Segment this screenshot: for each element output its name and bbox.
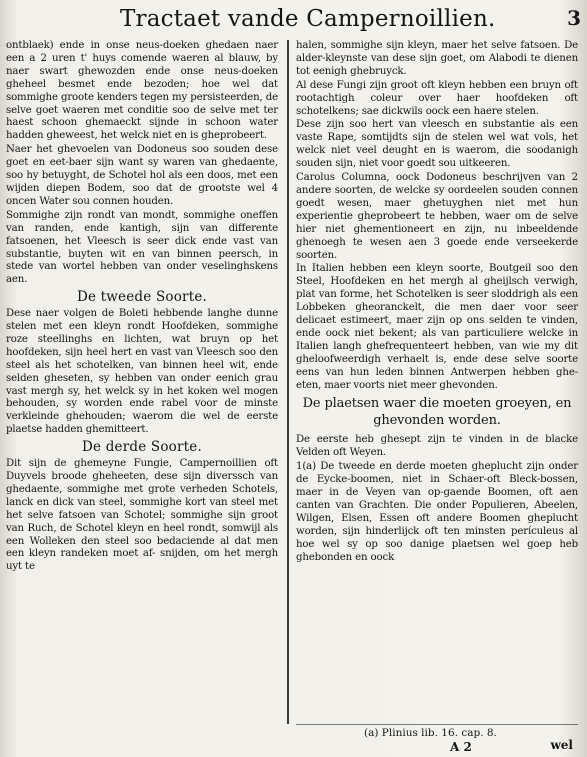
signature-mark: A 2 (450, 740, 472, 754)
section-heading-third-sort: De derde Soorte. (82, 439, 202, 456)
page-title: Tractaet vande Campernoillien. (120, 6, 496, 32)
paragraph: In Italien hebben een kleyn soorte, Boutgeil soo den Steel, Hoofdeken en het mergh al gheijlsch verwigh, plat van forme, het Schotelken is seer sloddrigh als een Lobbeken gheoranckelt, die men daer voor seer delicaet estimeert, maer zijn op ons selden te vinden, ende oock niet bekent; als van particuliere welcke in Italien langh ghefrequenteert hebben, van wie my dit gheloofweerdigh verhaelt is, ende dese selve soorte eens van hun leden binnen Antwerpen hebben ghe-eten, maer voorts niet meer ghevonden. (296, 263, 578, 391)
footnote-rule (296, 724, 578, 725)
paragraph: Carolus Columna, oock Dodoneus beschrijven van 2 andere soorten, de welcke sy oordeelen souden connen goedt wesen, maer ghetuyghen niet met hun experientie gheprobeert te hebben, waer om de selve hier niet ghementioneert en zijn, nu inbeeldende ghenoegh te wesen aen 3 goede ende verseekerde soorten. (296, 172, 578, 261)
column-divider (287, 40, 289, 724)
running-head (0, 2, 587, 36)
paragraph: De eerste heb ghesept zijn te vinden in de blacke Velden oft Weyen. (296, 434, 578, 459)
section-heading-places: De plaetsen waer die moeten groeyen, en ghevonden worden. (302, 396, 572, 429)
paragraph: ontblaek) ende in onse neus-doeken ghedaen naer een a 2 uren t' huys comende waeren al blauw, by naer swart ghewozden ende onse neus-doeken gheheel besmet ende bezoden; hoe wel dat sommighe groote kenders tegen my persisteerden, de selve goet waeren met conditie soo de selve met ter haest schoon ghemaeckt sijnde in schoon water hadden gheweest, het welck niet en is gheprobeert. (6, 40, 278, 142)
paragraph: Dit sijn de ghemeyne Fungie, Campernoillien oft Duyvels broode gheheeten, dese sijn diverssch van ghedaente, sommighe met grote verheden Schotels, lanck en dick van steel, sommighe kort van steel met het selve fatsoen van Schotel; sommighe sijn groot van Ruch, de Schotel kleyn en heel rondt, somwijl als een Wolleken den steel soo bedaciende al dat men een kleyn randeken moet af- snijden, om het mergh uyt te (6, 458, 278, 573)
page-number: 3 (567, 6, 581, 30)
paragraph: halen, sommighe sijn kleyn, maer het selve fatsoen. De alder-kleynste van dese sijn goet, om Alabodi te dienen tot eenigh ghebruyck. (296, 40, 578, 77)
paragraph: 1(a) De tweede en derde moeten gheplucht zijn onder de Eycke-boomen, niet in Schaer-oft Bleck-bossen, maer in de Veyen van op-gaende Boomen, oft aen canten van Grachten. Die onder Populieren, Abeelen, Wilgen, Elsen, Essen oft andere Boomen gheplucht worden, sijn hinderlijck oft ten minsten perículeus al hoe wel sy op soo danige plaetsen wel goep heb ghebonden en oock (296, 461, 578, 563)
right-column (296, 40, 578, 566)
paragraph: Naer het ghevoelen van Dodoneus soo souden dese goet en eet-baer sijn want sy waren van ghedaente, soo hy betuyght, de Schotel hol als een doos, met een wijden diepen Bodem, soo dat de grootste wel 4 oncen Water sou connen houden. (6, 144, 278, 207)
paragraph: Sommighe zijn rondt van mondt, sommighe oneffen van randen, ende kantigh, sijn van differente fatsoenen, het Vleesch is seer dick ende vast van substantie, buyten wit en van binnen peersch, in stede van wortel hebben van onder veselinghskens aen. (6, 209, 278, 286)
paragraph: Dese naer volgen de Boleti hebbende langhe dunne stelen met een kleyn rondt Hoofdeken, sommighe roze steellinghs en lichten, wat bruyn op het hoofdeken, sijn heel hert en vast van Vleesch soo den steel als het schotelken, van binnen heel wit, ende selden gheseten, sy hebben van onder eenich grau vast mergh sy, het welck sy in het koken wel mogen behouden, sy worden ende rabel voor de minste verkleinde ghehouden; waerom die wel de eerste plaetse hadden ghemitteert. (6, 308, 278, 436)
catchword: wel (550, 738, 573, 752)
paragraph: Al dese Fungi zijn groot oft kleyn hebben een bruyn oft rootachtigh coleur over haer hoofdeken oft schotelkens; sae dickwils oock een haere stelen. (296, 79, 578, 117)
section-heading-second-sort: De tweede Soorte. (76, 289, 208, 306)
footnote: (a) Plinius lib. 16. cap. 8. (364, 727, 497, 739)
paragraph: Dese zijn soo hert van vleesch en substantie als een vaste Rape, somtijdts sijn de stelen wel wat vols, het welck niet veel deught en is waerom, die soodanigh souden sijn, niet voor goedt sou uitkeeren. (296, 119, 578, 170)
left-column (6, 40, 278, 575)
